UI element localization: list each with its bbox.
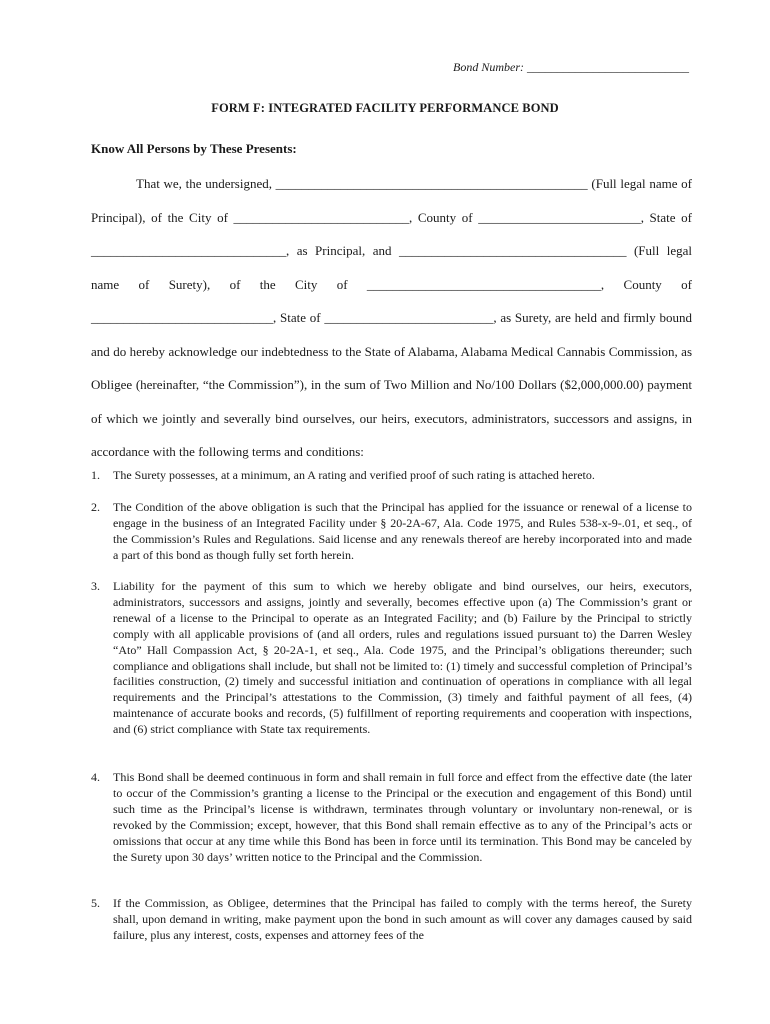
condition-number: 5. xyxy=(91,896,100,910)
form-title: FORM F: INTEGRATED FACILITY PERFORMANCE BOND xyxy=(211,101,559,115)
condition-text: This Bond shall be deemed continuous in form and shall remain in full force and effect from the effective date (the later to occur of the Commission’s granting a license to the Principal or the execution and engagement of this Bond) until such time as the Principal’s license is withdrawn, terminates through voluntary or involuntary non-renewal, or is revoked by the Commission; except, however, that this Bond shall remain effective as to any of the Principal’s acts or omissions that occur at any time while this Bond has been in force until its termination. This Bond may be canceled by the Surety upon 30 days’ written notice to the Principal and the Commission. xyxy=(113,770,692,864)
condition-item xyxy=(91,468,692,484)
condition-text: The Surety possesses, at a minimum, an A rating and verified proof of such rating is attached hereto. xyxy=(113,468,595,482)
condition-item xyxy=(91,579,692,738)
condition-item xyxy=(91,770,692,865)
condition-number: 2. xyxy=(91,500,100,514)
condition-item xyxy=(91,500,692,564)
intro-paragraph: That we, the undersigned, ________________________________________________ (Full legal name of Principal), of the City of ___________________________, County of _________________________, State of ______________________________, as Principal, and ___________________________________ (Full legal name of Surety), of the City of ____________________________________, County of ____________________________, State of __________________________, as Surety, are held and firmly bound and do hereby acknowledge our indebtedness to the State of Alabama, Alabama Medical Cannabis Commission, as Obligee (hereinafter, “the Commission”), in the sum of Two Million and No/100 Dollars ($2,000,000.00) payment of which we jointly and severally bind ourselves, our heirs, executors, administrators, successors and assigns, in accordance with the following terms and conditions: xyxy=(91,176,692,459)
bond-number-field: Bond Number: ___________________________ xyxy=(453,60,689,74)
greeting-heading: Know All Persons by These Presents: xyxy=(91,141,297,156)
condition-text: The Condition of the above obligation is such that the Principal has applied for the issuance or renewal of a license to engage in the business of an Integrated Facility under § 20-2A-67, Ala. Code 1975, and Rules 538-x-9-.01, et seq., of the Commission’s Rules and Regulations. Said license and any renewals thereof are hereby incorporated into and made a part of this bond as though fully set forth herein. xyxy=(113,500,692,562)
condition-number: 4. xyxy=(91,770,100,784)
condition-item xyxy=(91,896,692,944)
condition-text: Liability for the payment of this sum to which we hereby obligate and bind ourselves, our heirs, executors, administrators, successors and assigns, jointly and severally, becomes effective upon (a) The Commission’s grant or renewal of a license to the Principal to operate as an Integrated Facility; and (b) Failure by the Principal to strictly comply with all applicable provisions of (and all orders, rules and regulations issued pursuant to) the Darren Wesley “Ato” Hall Compassion Act, § 20-2A-1, et seq., Ala. Code 1975, and the Principal’s obligations thereunder; such compliance and obligations shall include, but shall not be limited to: (1) timely and successful completion of Principal’s facilities construction, (2) timely and successful initiation and continuation of operations in compliance with all legal requirements and the Principal’s attestations to the Commission, (3) timely and faithful payment of all fees, (4) maintenance of accurate books and records, (5) fulfillment of reporting requirements and cooperation with inspections, and (6) strict compliance with State tax requirements. xyxy=(113,579,692,737)
condition-number: 3. xyxy=(91,579,100,593)
condition-text: If the Commission, as Obligee, determines that the Principal has failed to comply with the terms hereof, the Surety shall, upon demand in writing, make payment upon the bond in such amount as will cover any damages caused by said failure, plus any interest, costs, expenses and attorney fees of the xyxy=(113,896,692,942)
condition-number: 1. xyxy=(91,468,100,482)
